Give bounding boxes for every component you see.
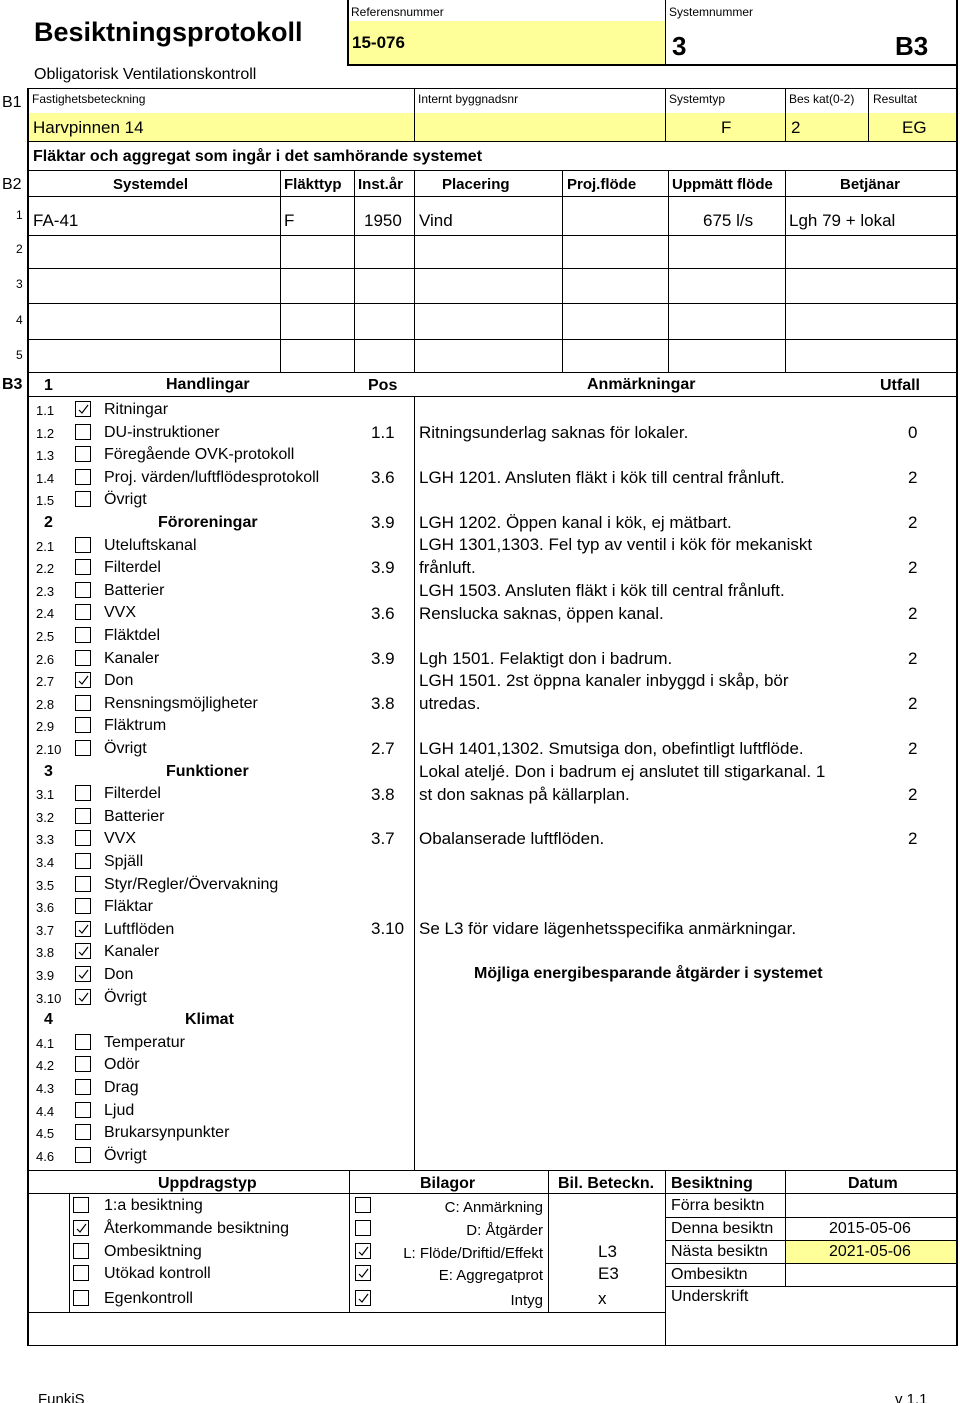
item-label: Styr/Regler/Övervakning [104, 875, 279, 893]
uppdrag-checkbox[interactable] [73, 1265, 89, 1281]
bilaga-checkbox[interactable] [355, 1290, 371, 1306]
checkbox[interactable] [75, 1102, 91, 1118]
bil-beteckn-title: Bil. Beteckn. [558, 1175, 655, 1192]
remark-pos[interactable]: 3.8 [371, 785, 395, 804]
item-label: Fläktdel [104, 627, 161, 644]
bilaga-beteckn[interactable]: L3 [598, 1242, 617, 1261]
remark-text[interactable]: LGH 1202. Öppen kanal i kök, ej mätbart. [419, 513, 732, 532]
item-label: Kanaler [104, 943, 160, 961]
uppdrag-checkbox[interactable] [73, 1220, 89, 1236]
b2-col-placering: Placering [442, 176, 510, 193]
item-label: Övrigt [104, 988, 147, 1006]
item-code: 1.3 [36, 448, 55, 464]
checkbox[interactable] [75, 740, 91, 756]
checkbox[interactable] [75, 491, 91, 507]
item-label: VVX [104, 830, 137, 848]
checkbox[interactable] [75, 989, 91, 1005]
item-label: Ritningar [104, 401, 169, 418]
remark-pos[interactable]: 3.9 [371, 513, 395, 532]
remark-text[interactable]: LGH 1401,1302. Smutsiga don, obefintligt luftflöde. [419, 739, 804, 758]
checkbox[interactable] [75, 627, 91, 643]
item-label: Luftflöden [104, 920, 175, 938]
remark-utfall[interactable]: 2 [908, 785, 918, 804]
bilaga-checkbox[interactable] [355, 1197, 371, 1213]
item-label: Batterier [104, 807, 165, 825]
item-label: Odör [104, 1056, 140, 1074]
item-code: 3.9 [36, 968, 55, 983]
item-code: 2.8 [36, 696, 55, 712]
b2-col-instar: Inst.år [358, 176, 404, 193]
remark-pos[interactable]: 3.6 [371, 468, 395, 487]
bilaga-label: L: Flöde/Driftid/Effekt [403, 1245, 543, 1262]
remark-text[interactable]: Renslucka saknas, öppen kanal. [419, 604, 664, 623]
remark-text[interactable]: utredas. [419, 694, 481, 713]
group-num: 4 [44, 1011, 53, 1029]
remark-utfall[interactable]: 0 [908, 423, 918, 442]
energy-heading: Möjliga energibesparande åtgärder i systemet [474, 965, 823, 982]
bilaga-checkbox[interactable] [355, 1220, 371, 1236]
remark-pos[interactable]: 2.7 [371, 739, 395, 758]
uppdrag-checkbox[interactable] [73, 1290, 89, 1306]
item-code: 4.5 [36, 1126, 55, 1142]
section-b3: B3 [2, 376, 23, 393]
b2-row-num: 3 [16, 277, 23, 291]
b2-cell-uppmatt[interactable]: 675 l/s [703, 211, 754, 230]
bilagor-title: Bilagor [420, 1175, 476, 1192]
item-code: 3.3 [36, 832, 55, 848]
checkbox[interactable] [75, 695, 91, 711]
item-label: DU-instruktioner [104, 423, 220, 441]
uppdrag-label: Utökad kontroll [104, 1265, 211, 1282]
item-code: 3.4 [36, 855, 55, 870]
remark-text[interactable]: Lgh 1501. Felaktigt don i badrum. [419, 649, 673, 668]
bilaga-checkbox[interactable] [355, 1243, 371, 1259]
bilaga-beteckn[interactable]: E3 [598, 1264, 619, 1283]
underskrift-label: Underskrift [671, 1288, 749, 1305]
besiktning-label: Denna besiktn [671, 1220, 774, 1237]
group-title: Föroreningar [158, 514, 258, 531]
item-code: 2.6 [36, 651, 55, 667]
page-title: Besiktningsprotokoll [34, 17, 303, 47]
checkbox[interactable] [75, 943, 91, 959]
remark-text[interactable]: LGH 1503. Ansluten fläkt i kök till central frånluft. [419, 581, 785, 600]
b2-col-betjanar: Betjänar [840, 176, 901, 193]
item-code: 2.5 [36, 629, 55, 644]
section-b2: B2 [2, 176, 22, 193]
checkbox[interactable] [75, 424, 91, 440]
item-label: VVX [104, 604, 137, 622]
item-label: Filterdel [104, 785, 161, 803]
ref-value[interactable]: 15-076 [352, 33, 405, 52]
checkbox[interactable] [75, 1034, 91, 1050]
b2-row-num: 4 [16, 313, 23, 327]
item-code: 3.5 [36, 877, 55, 893]
item-label: Fläktrum [104, 717, 167, 735]
item-label: Föregående OVK-protokoll [104, 446, 295, 464]
systemtyp-label: Systemtyp [669, 92, 726, 106]
checkbox[interactable] [75, 469, 91, 485]
item-code: 1.5 [36, 493, 55, 509]
item-label: Uteluftskanal [104, 536, 197, 554]
besiktning-label: Förra besiktn [671, 1197, 765, 1214]
b2-cell-betjanar[interactable]: Lgh 79 + lokal [789, 211, 896, 230]
section-b1: B1 [2, 94, 22, 111]
checkbox[interactable] [75, 401, 91, 417]
checkbox[interactable] [75, 921, 91, 937]
footer-brand: FunkiS [38, 1391, 85, 1403]
item-label: Batterier [104, 581, 165, 599]
remark-pos[interactable]: 1.1 [371, 423, 395, 442]
ref-label: Referensnummer [351, 5, 444, 19]
remark-utfall[interactable]: 2 [908, 649, 918, 668]
sysnr-label: Systemnummer [669, 5, 754, 19]
remark-utfall[interactable]: 2 [908, 513, 918, 532]
checkbox[interactable] [75, 853, 91, 869]
b2-cell-placering[interactable]: Vind [419, 211, 453, 230]
b2-col-systemdel: Systemdel [113, 176, 189, 193]
item-code: 1.1 [36, 403, 55, 418]
beskat-label: Bes kat(0-2) [789, 92, 855, 106]
bilaga-checkbox[interactable] [355, 1265, 371, 1281]
item-label: Spjäll [104, 853, 144, 870]
item-code: 2.2 [36, 561, 55, 577]
item-code: 3.7 [36, 922, 55, 938]
b2-cell-flakttyp[interactable]: F [284, 211, 295, 230]
besiktning-label: Ombesiktn [671, 1266, 748, 1283]
uppdrag-label: Ombesiktning [104, 1243, 202, 1260]
remark-utfall[interactable]: 2 [908, 604, 918, 623]
group-title: Klimat [185, 1011, 234, 1029]
uppdrag-label: Egenkontroll [104, 1290, 193, 1307]
checkbox[interactable] [75, 808, 91, 824]
page-subtitle: Obligatorisk Ventilationskontroll [34, 66, 257, 83]
item-label: Brukarsynpunkter [104, 1124, 230, 1142]
systemtyp-value[interactable]: F [721, 118, 732, 137]
item-code: 2.7 [36, 674, 55, 690]
item-label: Proj. värden/luftflödesprotokoll [104, 468, 320, 486]
item-code: 1.2 [36, 425, 55, 441]
item-code: 2.9 [36, 719, 55, 735]
item-label: Kanaler [104, 649, 160, 667]
item-label: Don [104, 966, 134, 983]
group-num: 1 [44, 377, 53, 394]
item-code: 2.1 [36, 538, 55, 554]
uppdrag-checkbox[interactable] [73, 1243, 89, 1259]
col-anmarkningar: Anmärkningar [587, 376, 696, 393]
besiktning-date[interactable]: 2015-05-06 [829, 1220, 911, 1237]
sysnr-code: B3 [895, 31, 929, 61]
bilaga-label: D: Åtgärder [466, 1222, 543, 1239]
checkbox[interactable] [75, 582, 91, 598]
item-code: 3.8 [36, 945, 55, 961]
item-label: Fläktar [104, 898, 153, 916]
bilaga-label: Intyg [510, 1292, 543, 1309]
checkbox[interactable] [75, 898, 91, 914]
checkbox[interactable] [75, 785, 91, 801]
group-title: Funktioner [166, 762, 249, 780]
remark-utfall[interactable]: 2 [908, 694, 918, 713]
item-code: 2.4 [36, 606, 55, 622]
remark-text[interactable]: frånluft. [419, 558, 476, 577]
item-label: Övrigt [104, 1146, 147, 1164]
item-code: 2.3 [36, 583, 55, 599]
bilaga-label: C: Anmärkning [444, 1199, 543, 1216]
uppdrag-title: Uppdragstyp [158, 1175, 257, 1192]
checkbox[interactable] [75, 1147, 91, 1163]
item-code: 3.10 [36, 990, 62, 1006]
remark-text[interactable]: Se L3 för vidare lägenhetsspecifika anmärkningar. [419, 919, 797, 938]
resultat-label: Resultat [873, 92, 918, 106]
b2-row-num: 2 [16, 242, 23, 256]
remark-pos[interactable]: 3.9 [371, 558, 395, 577]
footer-version: v 1.1 [895, 1391, 928, 1403]
item-code: 4.1 [36, 1035, 55, 1051]
b2-col-projflode: Proj.flöde [567, 176, 637, 193]
item-label: Ljud [104, 1101, 135, 1119]
bilaga-label: E: Aggregatprot [438, 1267, 543, 1284]
item-label: Övrigt [104, 740, 147, 757]
item-code: 3.1 [36, 787, 55, 803]
uppdrag-label: Återkommande besiktning [104, 1220, 289, 1237]
b2-cell-instar[interactable]: 1950 [364, 211, 402, 230]
checkbox[interactable] [75, 650, 91, 666]
item-label: Rensningsmöjligheter [104, 694, 258, 712]
checkbox[interactable] [75, 1079, 91, 1095]
b2-row-num: 5 [16, 348, 23, 362]
item-code: 2.10 [36, 742, 62, 757]
remark-pos[interactable]: 3.7 [371, 829, 395, 848]
beskat-value[interactable]: 2 [791, 118, 801, 137]
b2-cell-systemdel[interactable]: FA-41 [33, 211, 79, 230]
checkbox[interactable] [75, 1124, 91, 1140]
besiktning-date[interactable]: 2021-05-06 [829, 1243, 911, 1260]
item-label: Temperatur [104, 1033, 185, 1051]
item-label: Don [104, 672, 134, 690]
group-title: Handlingar [166, 376, 250, 393]
remark-text[interactable]: LGH 1301,1303. Fel typ av ventil i kök för mekaniskt [419, 535, 813, 554]
remark-utfall[interactable]: 2 [908, 558, 918, 577]
remark-utfall[interactable]: 2 [908, 739, 918, 758]
remark-text[interactable]: Obalanserade luftflöden. [419, 829, 605, 848]
group-num: 3 [44, 762, 53, 780]
remark-pos[interactable]: 3.9 [371, 649, 395, 668]
resultat-value[interactable]: EG [902, 118, 927, 137]
b2-col-flakttyp: Fläkttyp [284, 176, 342, 193]
item-code: 4.3 [36, 1081, 55, 1096]
item-code: 3.2 [36, 809, 55, 825]
group-num: 2 [44, 514, 53, 531]
fastighet-label: Fastighetsbeteckning [32, 92, 146, 106]
item-code: 4.4 [36, 1103, 55, 1119]
b2-row-num: 1 [16, 208, 23, 222]
remark-text[interactable]: Lokal ateljé. Don i badrum ej anslutet till stigarkanal. 1 [419, 762, 826, 781]
remark-pos[interactable]: 3.10 [371, 919, 405, 938]
item-label: Övrigt [104, 491, 147, 509]
col-pos: Pos [368, 377, 398, 394]
bilaga-beteckn[interactable]: x [598, 1289, 607, 1308]
checkbox[interactable] [75, 1056, 91, 1072]
col-utfall: Utfall [880, 377, 920, 394]
byggnad-bg [415, 113, 665, 141]
checkbox[interactable] [75, 446, 91, 462]
uppdrag-label: 1:a besiktning [104, 1197, 203, 1214]
checkbox[interactable] [75, 604, 91, 620]
checkbox[interactable] [75, 876, 91, 892]
remark-pos[interactable]: 3.8 [371, 694, 395, 713]
item-code: 4.2 [36, 1058, 55, 1074]
datum-title: Datum [848, 1175, 898, 1192]
item-code: 4.6 [36, 1148, 55, 1164]
item-label: Filterdel [104, 559, 161, 577]
checkbox[interactable] [75, 537, 91, 553]
besiktning-label: Nästa besiktn [671, 1243, 768, 1260]
checkbox[interactable] [75, 966, 91, 982]
remark-pos[interactable]: 3.6 [371, 604, 395, 623]
byggnad-label: Internt byggnadsnr [418, 92, 519, 106]
fan-heading: Fläktar och aggregat som ingår i det samhörande systemet [33, 148, 483, 165]
checkbox[interactable] [75, 672, 91, 688]
b2-col-uppmatt: Uppmätt flöde [672, 176, 773, 193]
remark-text[interactable]: LGH 1501. 2st öppna kanaler inbyggd i skåp, bör [419, 671, 789, 690]
checkbox[interactable] [75, 830, 91, 846]
item-code: 3.6 [36, 900, 55, 916]
remark-utfall[interactable]: 2 [908, 468, 918, 487]
sysnr-value[interactable]: 3 [672, 31, 687, 61]
besiktning-title: Besiktning [671, 1175, 753, 1192]
checkbox[interactable] [75, 717, 91, 733]
item-label: Drag [104, 1079, 139, 1096]
remark-text[interactable]: LGH 1201. Ansluten fläkt i kök till central frånluft. [419, 468, 785, 487]
uppdrag-checkbox[interactable] [73, 1197, 89, 1213]
remark-text[interactable]: Ritningsunderlag saknas för lokaler. [419, 423, 689, 442]
remark-text[interactable]: st don saknas på källarplan. [419, 785, 630, 804]
fastighet-value[interactable]: Harvpinnen 14 [33, 118, 144, 137]
item-code: 1.4 [36, 470, 55, 486]
checkbox[interactable] [75, 559, 91, 575]
remark-utfall[interactable]: 2 [908, 829, 918, 848]
